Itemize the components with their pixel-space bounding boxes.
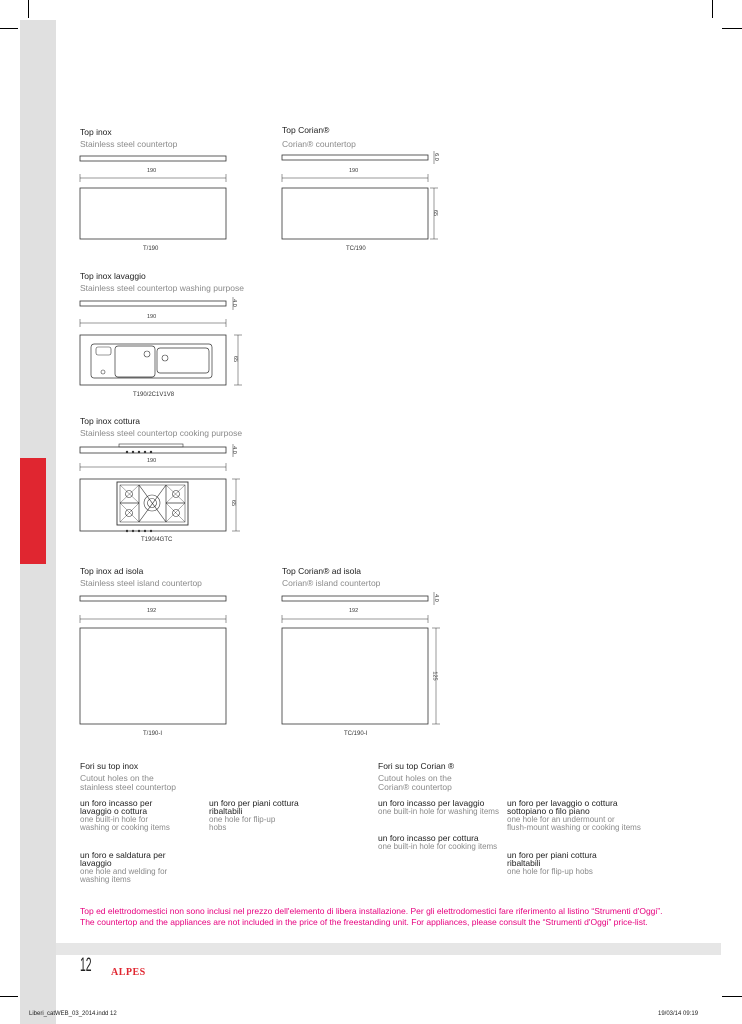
footer-date: 19/03/14 09:19: [658, 1011, 699, 1017]
top-inox-cottura-thickness-label: 4.0: [230, 446, 237, 454]
hole-label-en: one hole for flip-up hobs: [507, 867, 593, 876]
hole-label-en: one hole for an undermount or: [507, 815, 615, 824]
top-inox-isola-width-label: 192: [147, 608, 157, 614]
holes-corian-title: Fori su top Corian ®: [378, 761, 455, 771]
top-inox-lavaggio-width-label: 190: [147, 314, 157, 320]
top-corian-width-label: 190: [349, 168, 359, 174]
top-inox-cottura-code: T190/4GTC: [141, 537, 173, 543]
holes-inox-item: [80, 850, 167, 884]
hole-label-it: un foro per piani cottura: [507, 850, 597, 860]
hole-label-en: one built-in hole for cooking items: [378, 842, 498, 851]
top-corian-isola-title: Top Corian® ad isola: [282, 566, 362, 576]
holes-corian-item: [378, 833, 497, 851]
hole-label-it: un foro per lavaggio o cottura: [507, 798, 618, 808]
top-inox-code: T/190: [143, 246, 159, 252]
hole-label-en: washing or cooking items: [80, 823, 170, 832]
hole-label-it: un foro e saldatura per: [80, 850, 166, 860]
holes-inox-subtitle-line2: stainless steel countertop: [80, 782, 176, 792]
hole-label-en: hobs: [209, 823, 227, 832]
holes-corian-subtitle-line2: Corian® countertop: [378, 782, 452, 792]
page-number: 12: [80, 955, 92, 976]
holes-corian-item: [507, 850, 597, 876]
top-corian-subtitle: Corian® countertop: [282, 139, 356, 149]
price-notice-en: The countertop and the appliances are not included in the price of the freestanding unit. For appliances, please consult the “Strumenti d'Oggi” price-list.: [80, 917, 648, 927]
holes-inox-title: Fori su top inox: [80, 761, 139, 771]
top-inox-lavaggio-title: Top inox lavaggio: [80, 271, 146, 281]
hole-label-it: ribaltabili: [209, 806, 243, 816]
price-notice-it: Top ed elettrodomestici non sono inclusi nel prezzo dell'elemento di libera installazione. Per gli elettrodomestici fare riferimento al listino “Strumenti d'Oggi”.: [80, 906, 663, 916]
top-inox-cottura-width-label: 190: [147, 458, 157, 464]
top-corian-thickness-label: 6.0: [432, 153, 439, 161]
top-inox-cottura-title: Top inox cottura: [80, 416, 141, 426]
hole-label-it: un foro incasso per lavaggio: [378, 798, 485, 808]
hole-label-en: one built-in hole for washing items: [378, 807, 499, 816]
holes-inox-item: [209, 798, 299, 832]
top-inox-lavaggio-depth-label: 65: [232, 355, 239, 363]
hole-label-it: un foro per piani cottura: [209, 798, 299, 808]
top-corian-code: TC/190: [346, 246, 366, 252]
hole-label-it: lavaggio: [80, 858, 112, 868]
top-inox-cottura-depth-label: 65: [230, 499, 237, 507]
top-inox-width-label: 190: [147, 168, 157, 174]
top-inox-subtitle: Stainless steel countertop: [80, 139, 178, 149]
top-inox-title: Top inox: [80, 127, 112, 137]
top-inox-isola-subtitle: Stainless steel island countertop: [80, 578, 202, 588]
hole-label-en: one hole and welding for: [80, 867, 168, 876]
top-corian-isola-thickness-label: 4.0: [432, 594, 439, 602]
hole-label-it: lavaggio o cottura: [80, 806, 148, 816]
hole-label-en: washing items: [80, 875, 131, 884]
top-inox-lavaggio-thickness-label: 4.0: [230, 299, 237, 307]
top-inox-lavaggio-subtitle: Stainless steel countertop washing purpose: [80, 283, 244, 293]
hole-label-it: ribaltabili: [507, 858, 541, 868]
top-inox-isola-title: Top inox ad isola: [80, 566, 144, 576]
hole-label-en: one built-in hole for: [80, 815, 149, 824]
hole-label-it: un foro incasso per cottura: [378, 833, 479, 843]
holes-inox-item: [80, 798, 170, 832]
hole-label-en: one hole for flip-up: [209, 815, 276, 824]
holes-corian-item: [507, 798, 641, 832]
top-corian-depth-label: 65: [432, 209, 439, 217]
hole-label-it: un foro incasso per: [80, 798, 153, 808]
brand-logo: ALPES: [111, 967, 146, 978]
top-inox-isola-code: T/190-I: [143, 731, 163, 737]
holes-corian-item: [378, 798, 499, 816]
top-corian-title: Top Corian®: [282, 125, 330, 135]
hole-label-en: flush-mount washing or cooking items: [507, 823, 641, 832]
top-corian-isola-subtitle: Corian® island countertop: [282, 578, 381, 588]
top-inox-lavaggio-code: T190/2C1V1V8: [133, 392, 175, 398]
hole-label-it: sottopiano o filo piano: [507, 806, 590, 816]
footer-filename: Liberi_catWEB_03_2014.indd 12: [29, 1011, 117, 1017]
holes-corian-subtitle-line1: Cutout holes on the: [378, 773, 452, 783]
top-corian-isola-depth-label: 125: [431, 671, 438, 681]
holes-inox-subtitle-line1: Cutout holes on the: [80, 773, 154, 783]
top-corian-isola-width-label: 192: [349, 608, 359, 614]
top-corian-isola-code: TC/190-I: [344, 731, 368, 737]
top-inox-cottura-subtitle: Stainless steel countertop cooking purpose: [80, 428, 243, 438]
